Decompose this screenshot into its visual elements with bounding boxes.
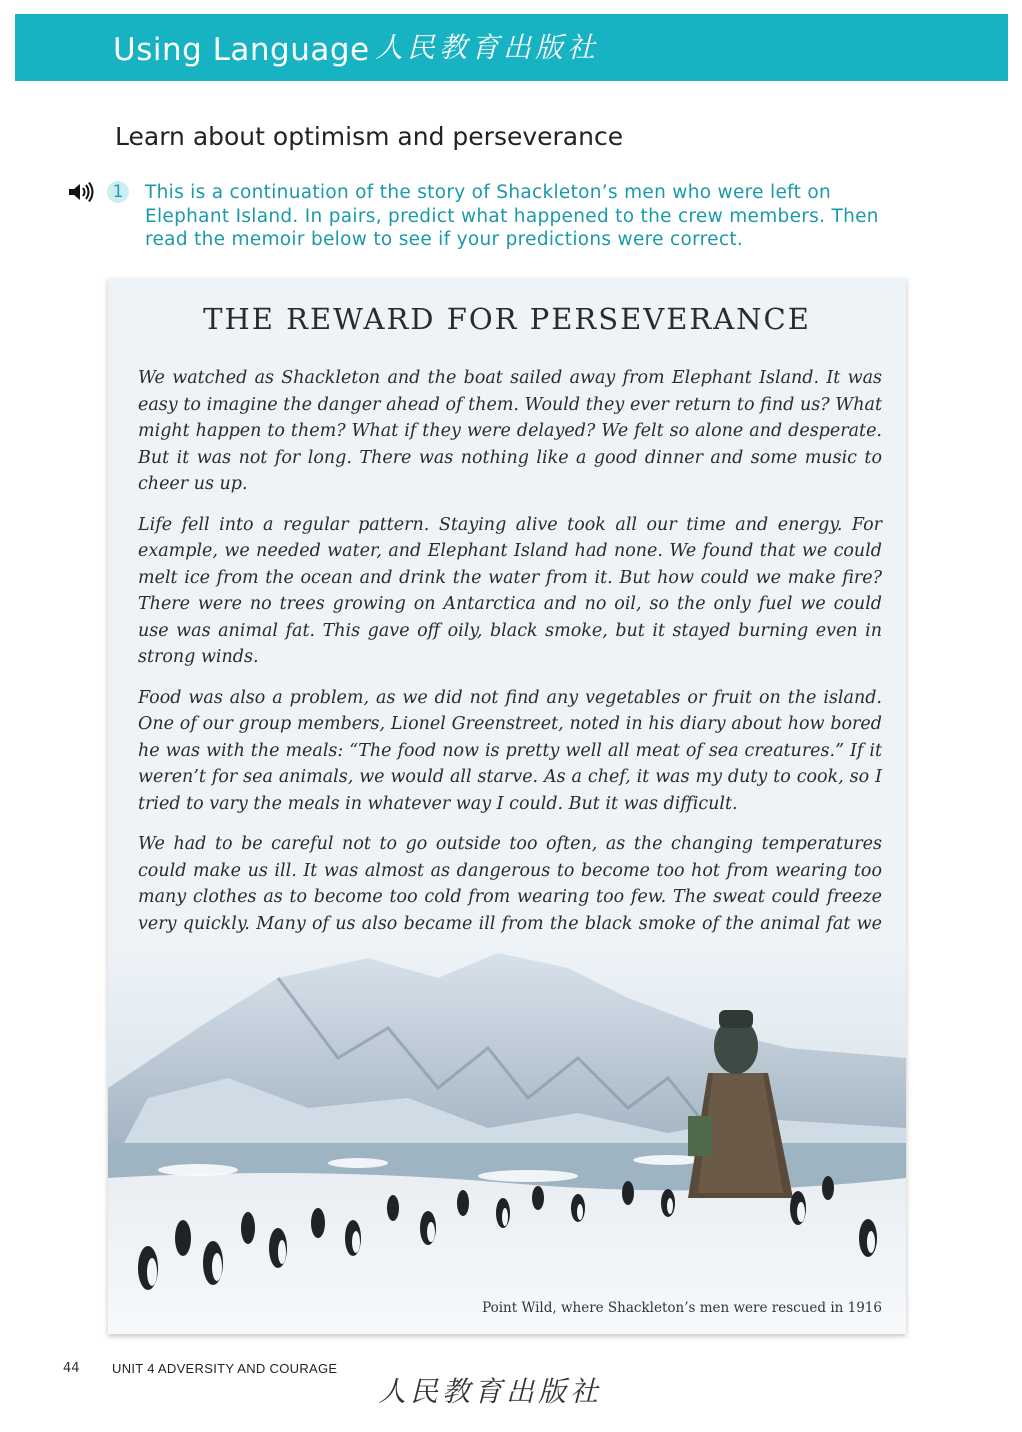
page-heading: Learn about optimism and perseverance xyxy=(115,122,624,151)
memoir-body xyxy=(138,365,882,978)
memoir-title: THE REWARD FOR PERSEVERANCE xyxy=(203,302,811,336)
memoir-paragraph: We watched as Shackleton and the boat sailed away from Elephant Island. It was easy to imagine the danger ahead of them. Would they ever return to find us? What might happen to them? What if they were delayed? We felt so alone and desperate. But it was not for long. There was nothing like a good dinner and some music to cheer us up. xyxy=(138,368,882,494)
point-wild-photo xyxy=(108,938,906,1334)
section-title: Using Language xyxy=(113,32,370,68)
page-number: 44 xyxy=(63,1361,80,1376)
footer-publisher-logo: 人民教育出版社 xyxy=(378,1375,603,1408)
memoir-paragraph: Life fell into a regular pattern. Staying alive took all our time and energy. For example, we needed water, and Elephant Island had none. We found that we could melt ice from the ocean and drink the water from it. But how could we make fire? There were no trees growing on Antarctica and no oil, so the only fuel we could use was animal fat. This gave off oily, black smoke, but it stayed burning even in strong winds. xyxy=(138,514,882,667)
unit-label: UNIT 4 ADVERSITY AND COURAGE xyxy=(112,1361,338,1376)
task-number-badge: 1 xyxy=(107,181,129,203)
memoir-panel xyxy=(108,278,906,1334)
task-instructions: This is a continuation of the story of Shackleton’s men who were left on Elephant Island. In pairs, predict what happened to the crew members. Then read the memoir below to see if your predictions were correct. xyxy=(145,182,879,250)
photo-caption: Point Wild, where Shackleton’s men were rescued in 1916 xyxy=(482,1300,882,1316)
memoir-paragraph: We had to be careful not to go outside too often, as the changing temperatures could make us ill. It was almost as dangerous to become too hot from wearing too many clothes as to become too cold from wearing too few. The sweat could freeze very quickly. Many of us also became ill from the black smoke of the animal fat we xyxy=(138,834,882,934)
memoir-paragraph: Food was also a problem, as we did not find any vegetables or fruit on the island. One of our group members, Lionel Greenstreet, noted in his diary about how bored he was with the meals: “The food now is pretty well all meat of sea creatures.” If it weren’t for sea animals, we would all starve. As a chef, it was my duty to cook, so I tried to vary the meals in whatever way I could. But it was difficult. xyxy=(138,687,882,814)
publisher-logo: 人民教育出版社 xyxy=(375,31,600,64)
header-banner xyxy=(15,14,1008,81)
speaker-icon[interactable] xyxy=(67,182,95,202)
